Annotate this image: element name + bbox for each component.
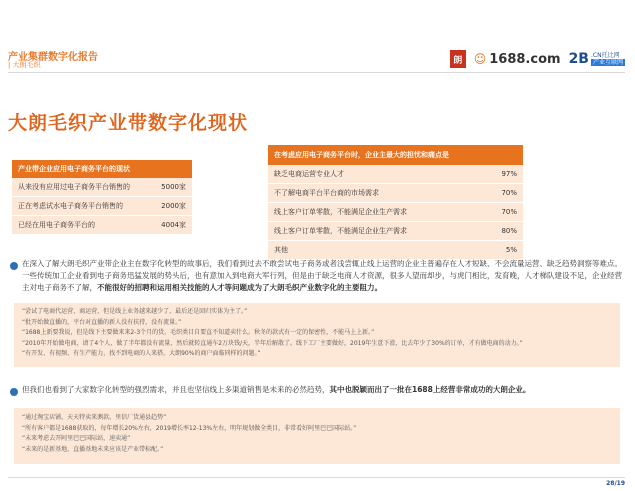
logo-1688: [474, 52, 561, 67]
logo-2b-top: .CN托比网: [590, 52, 620, 59]
table-cell-label: 已经在用电子商务平台的: [12, 216, 152, 235]
quote-line: “所有客户都是1688获取的，每年增长20%左右，2019增长率12-13%左右，明年规划做全类目，非常看好阿里巴巴国际站。”: [22, 424, 357, 432]
logo-2b-big: 2B: [568, 51, 589, 67]
table-cell-value: 5000家: [152, 178, 192, 197]
concerns-table-header: 在考虑应用电子商务平台时，企业主最大的担忧和痛点是: [268, 145, 523, 165]
quote-line: “2010年开始做电商，请了4个人，做了半年都没有流量，然后就转直通车2万块钱/天，半年后解散了。线下工厂主要做好，2019年生意下滑，比去年少了30%的订单，才有做电商的动力。”: [22, 339, 523, 347]
table-cell-label: 缺乏电商运营专业人才: [268, 165, 473, 184]
partner-logos: [450, 50, 625, 68]
quote-box-success: [14, 408, 620, 464]
quote-line: “通过淘宝店铺，天天特卖来测款。里信厂货通县趋势”: [22, 414, 167, 421]
table-cell-label: 正在考虑试水电子商务平台销售的: [12, 197, 152, 216]
paragraph-challenges-emphasis: 不能很好的招聘和运用相关技能的人才等问题成为了大朗毛织产业数字化的主要阻力。: [97, 283, 382, 292]
paragraph-demand-text: 但我们也看到了大家数字化转型的强烈需求，并且也坚信线上多渠道销售是未来的必然趋势，: [22, 385, 330, 394]
paragraph-challenges-text: 在深入了解大朗毛织产业带企业主在数字化转型的故事后，我们看到过去不敢尝试电子商务或者浅尝辄止线上运营的企业主普遍存在人才短缺、不会流量运营、缺乏趋势洞察等难点。一些传统加工企业看到电子商务迅猛发展的势头后，也有意加入到电商大军行列，但是由于缺乏电商人才资源，很多人望而却步，与虎门相比，发育晚，人才梯队建设不足，企业经营主对电子商务不了解，: [22, 259, 622, 292]
bullet-dot-icon: [10, 388, 18, 396]
quote-line: “尝试了电商代运营、商运营，但是线上业务越来越少了，最后还是回归实体为主了。”: [22, 308, 248, 315]
table-cell-label: 不了解电商平台平台商的市场需求: [268, 184, 473, 203]
dalang-logo-icon: 朗: [450, 50, 466, 68]
table-row: [268, 165, 523, 184]
page-title: 大朗毛织产业带数字化现状: [8, 112, 249, 134]
logo-2b-cn: [569, 51, 625, 67]
table-cell-label: 线上客户订单零散，不能满足企业生产需求: [268, 222, 473, 241]
table-row: [268, 184, 523, 203]
paragraph-demand-emphasis: 其中也脱颖而出了一批在1688上经营非常成功的大朗企业。: [329, 385, 531, 394]
report-subtitle: | 大朗毛织: [8, 61, 41, 69]
page-header: [0, 0, 635, 74]
table-cell-label: 其他: [268, 241, 473, 260]
adoption-table-header: 产业带企业应用电子商务平台的现状: [12, 160, 192, 178]
table-row: [268, 203, 523, 222]
table-cell-value: 70%: [473, 203, 523, 222]
paragraph-demand: [22, 384, 622, 396]
quote-line: “未来的是新基地，直播基地未来应该是产业带标配。”: [22, 445, 164, 453]
header-divider: [8, 72, 625, 73]
table-row: [268, 241, 523, 260]
logo-1688-text: 1688.com: [489, 51, 561, 67]
table-cell-value: 70%: [473, 184, 523, 203]
table-cell-value: 4004家: [152, 216, 192, 235]
table-row: [12, 197, 192, 216]
page-number: 28/19: [606, 480, 625, 487]
quote-line: “批开始做直播的，平台对直播的新人没有扶持，没有流量。”: [22, 318, 182, 326]
quote-line: “有开发、有视频、有生产能力，找不到电商的人来搭，大朗90%的商户面临同样的问题。”: [22, 350, 261, 357]
concerns-table: [268, 145, 523, 260]
adoption-status-table: [12, 160, 192, 235]
alibaba-smile-icon: ☺: [473, 52, 487, 66]
quote-line: “1688上新要我说，但是线下主要做来来2-3个月的货，毛织类目自要直不知道卖什么。秋冬的款式有一定的保密性，不能马上上新。”: [22, 329, 375, 336]
table-cell-label: 线上客户订单零散，不能满足企业生产需求: [268, 203, 473, 222]
table-cell-value: 5%: [473, 241, 523, 260]
table-cell-value: 80%: [473, 222, 523, 241]
paragraph-challenges: [22, 258, 622, 294]
report-title: 产业集群数字化报告: [8, 52, 98, 63]
bullet-dot-icon: [10, 262, 18, 270]
logo-2b-band: 产业互联网: [592, 59, 623, 66]
quote-box-challenges: [14, 303, 620, 367]
quote-line: “未来考虑去开阿里巴巴国际站，速卖通”: [22, 435, 131, 442]
table-cell-value: 97%: [473, 165, 523, 184]
table-row: [12, 178, 192, 197]
table-cell-label: 从来没有应用过电子商务平台销售的: [12, 178, 152, 197]
table-row: [268, 222, 523, 241]
table-cell-value: 2000家: [152, 197, 192, 216]
footer-divider: [8, 477, 625, 478]
table-row: [12, 216, 192, 235]
